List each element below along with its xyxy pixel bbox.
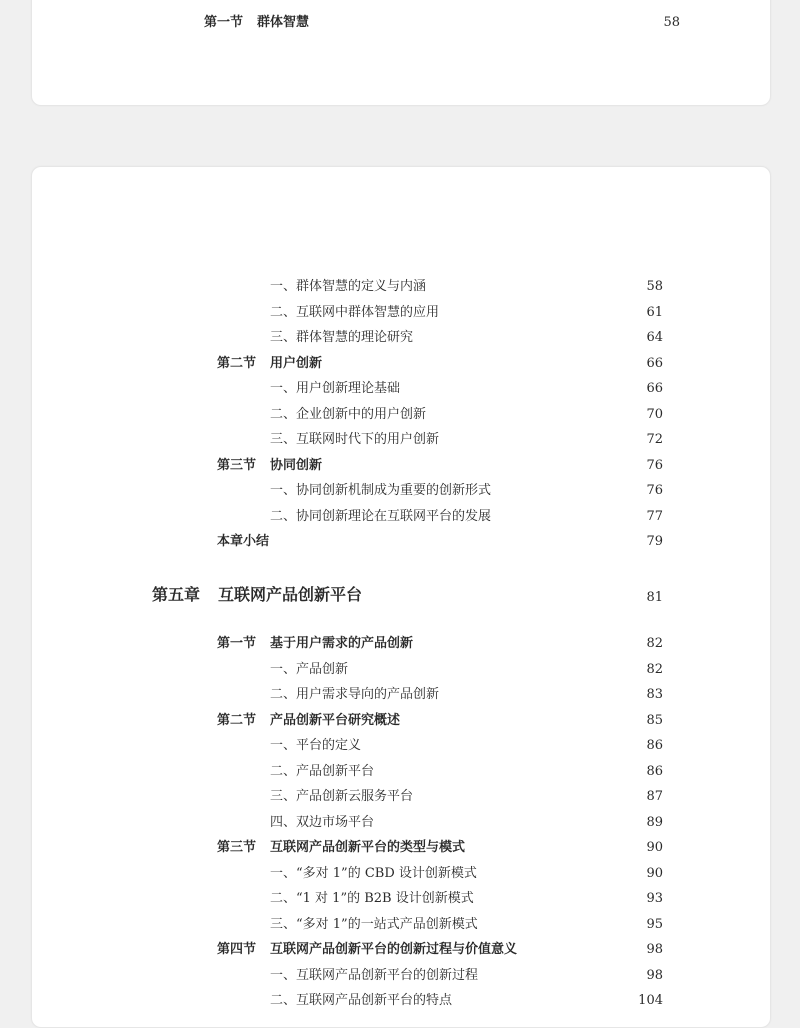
page-number: 89 (646, 815, 663, 830)
page-number: 83 (646, 687, 663, 702)
page-number: 81 (646, 590, 663, 605)
toc-item-label: 一、互联网产品创新平台的创新过程 (270, 968, 479, 983)
section-label: 第一节 (204, 15, 244, 30)
toc-item-label: 一、群体智慧的定义与内涵 (270, 279, 427, 294)
page-number: 61 (646, 305, 663, 320)
toc-item-label: 二、协同创新理论在互联网平台的发展 (270, 509, 492, 524)
toc-item-label: 三、产品创新云服务平台 (270, 789, 414, 804)
page-number: 95 (646, 917, 663, 932)
section-title: 协同创新 (270, 458, 323, 473)
summary-label: 本章小结 (217, 534, 270, 549)
page-number: 76 (646, 458, 663, 473)
page-number: 79 (646, 534, 663, 549)
section-label: 第四节 (217, 942, 257, 957)
page-number: 86 (646, 764, 663, 779)
page-number: 87 (646, 789, 663, 804)
section-title: 用户创新 (270, 356, 323, 371)
page-number: 90 (646, 866, 663, 881)
toc-item-label: 二、互联网中群体智慧的应用 (270, 305, 440, 320)
page-number: 58 (663, 15, 680, 30)
page-number: 104 (638, 993, 663, 1008)
toc-item-label: 二、用户需求导向的产品创新 (270, 687, 440, 702)
toc-item-label: 一、协同创新机制成为重要的创新形式 (270, 483, 492, 498)
chapter-label: 第五章 (152, 585, 201, 604)
section-label: 第三节 (217, 840, 257, 855)
page-number: 98 (646, 942, 663, 957)
chapter-title: 互联网产品创新平台 (218, 585, 363, 604)
page-number: 58 (646, 279, 663, 294)
section-title: 基于用户需求的产品创新 (270, 636, 414, 651)
toc-item-label: 二、互联网产品创新平台的特点 (270, 993, 453, 1008)
page-number: 66 (646, 356, 663, 371)
section-title: 群体智慧 (257, 15, 310, 30)
section-label: 第二节 (217, 356, 257, 371)
page-number: 72 (646, 432, 663, 447)
page-number: 82 (646, 662, 663, 677)
toc-item-label: 一、“多对 1”的 CBD 设计创新模式 (270, 866, 477, 881)
section-title: 产品创新平台研究概述 (270, 713, 401, 728)
section-label: 第三节 (217, 458, 257, 473)
page-number: 64 (646, 330, 663, 345)
page-top (31, 0, 771, 106)
toc-item-label: 三、互联网时代下的用户创新 (270, 432, 440, 447)
toc-item-label: 一、用户创新理论基础 (270, 381, 401, 396)
page-number: 93 (646, 891, 663, 906)
page-main (31, 166, 771, 1028)
page-number: 66 (646, 381, 663, 396)
page-number: 86 (646, 738, 663, 753)
toc-item-label: 二、企业创新中的用户创新 (270, 407, 427, 422)
section-label: 第一节 (217, 636, 257, 651)
section-label: 第二节 (217, 713, 257, 728)
page-number: 85 (646, 713, 663, 728)
toc-item-label: 二、产品创新平台 (270, 764, 375, 779)
section-title: 互联网产品创新平台的类型与模式 (270, 840, 466, 855)
toc-item-label: 四、双边市场平台 (270, 815, 375, 830)
page-number: 90 (646, 840, 663, 855)
section-title: 互联网产品创新平台的创新过程与价值意义 (270, 942, 518, 957)
toc-item-label: 一、平台的定义 (270, 738, 362, 753)
toc-item-label: 三、“多对 1”的一站式产品创新模式 (270, 917, 478, 932)
page-number: 98 (646, 968, 663, 983)
page-number: 70 (646, 407, 663, 422)
toc-item-label: 三、群体智慧的理论研究 (270, 330, 414, 345)
toc-item-label: 二、“1 对 1”的 B2B 设计创新模式 (270, 891, 474, 906)
toc-item-label: 一、产品创新 (270, 662, 349, 677)
page-number: 77 (646, 509, 663, 524)
page-number: 76 (646, 483, 663, 498)
page-number: 82 (646, 636, 663, 651)
